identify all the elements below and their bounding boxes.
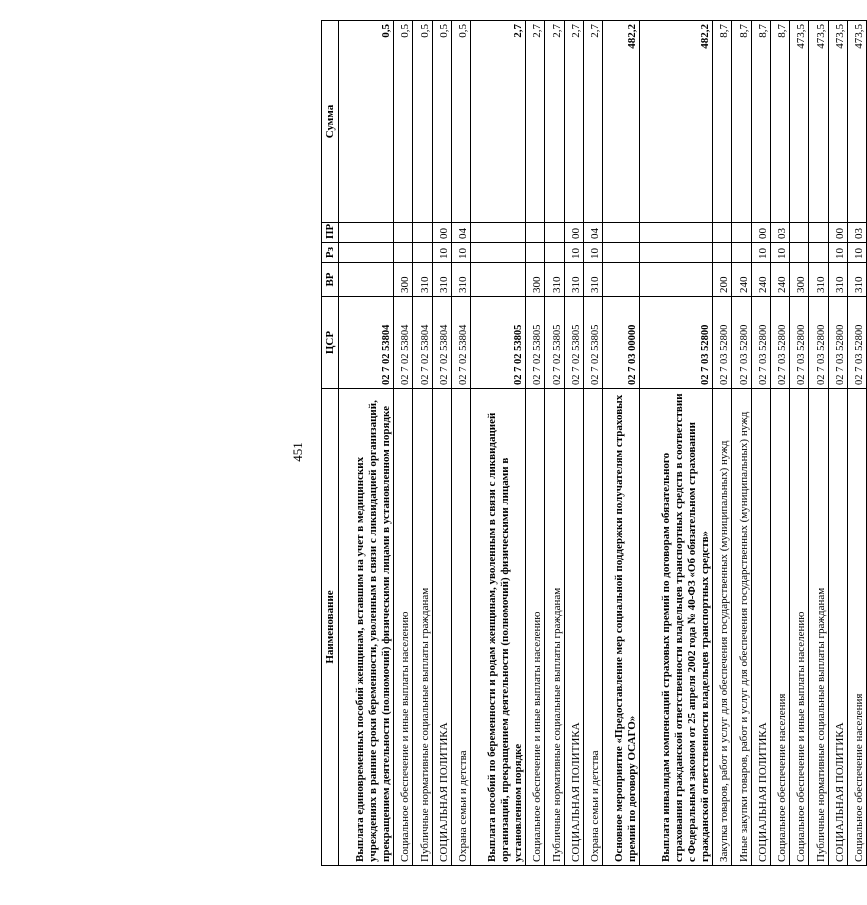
cell-sum: 2,7 (526, 21, 545, 223)
cell-csr: 02 7 02 53804 (394, 297, 413, 389)
cell-csr: 02 7 03 52800 (732, 297, 751, 389)
header-vr: ВР (322, 263, 339, 297)
cell-vr: 310 (809, 263, 828, 297)
cell-sum: 8,7 (751, 21, 770, 223)
cell-name: СОЦИАЛЬНАЯ ПОЛИТИКА (751, 389, 770, 866)
cell-name: Публичные нормативные социальные выплаты гражданам (545, 389, 564, 866)
cell-csr: 02 7 02 53805 (564, 297, 583, 389)
table-row (640, 21, 713, 866)
cell-vr: 300 (394, 263, 413, 297)
page-number: 451 (290, 442, 305, 462)
table-row (526, 21, 545, 866)
cell-vr: 240 (732, 263, 751, 297)
cell-csr: 02 7 02 53804 (339, 297, 394, 389)
cell-sum: 0,5 (394, 21, 413, 223)
cell-vr: 310 (413, 263, 432, 297)
cell-rz: 10 (564, 243, 583, 263)
header-csr: ЦСР (322, 297, 339, 389)
cell-name: Социальное обеспечение населения (847, 389, 866, 866)
cell-csr: 02 7 02 53805 (471, 297, 526, 389)
cell-rz: 10 (583, 243, 602, 263)
cell-sum: 0,5 (432, 21, 451, 223)
cell-pr: 00 (828, 223, 847, 243)
cell-name: Иные закупки товаров, работ и услуг для обеспечения государственных (муниципальных) нужд (732, 389, 751, 866)
table-row (713, 21, 732, 866)
cell-name: СОЦИАЛЬНАЯ ПОЛИТИКА (432, 389, 451, 866)
cell-rz: 10 (828, 243, 847, 263)
cell-name: Закупка товаров, работ и услуг для обеспечения государственных (муниципальных) нужд (713, 389, 732, 866)
cell-sum: 8,7 (770, 21, 789, 223)
table-row (770, 21, 789, 866)
rotated-table-container (321, 21, 867, 866)
cell-pr: 00 (432, 223, 451, 243)
table-body (339, 21, 867, 866)
cell-vr: 300 (526, 263, 545, 297)
cell-csr: 02 7 02 53804 (451, 297, 470, 389)
cell-name: Выплата пособий по беременности и родам женщинам, уволенным в связи с ликвидацией организаций, прекращением деятельности (полномочий) физическими лицами в установленном порядке (471, 389, 526, 866)
cell-csr: 02 7 02 53805 (545, 297, 564, 389)
cell-rz (394, 243, 413, 263)
table-row (732, 21, 751, 866)
cell-vr (603, 263, 640, 297)
cell-sum: 2,7 (471, 21, 526, 223)
table-row (432, 21, 451, 866)
cell-vr: 310 (583, 263, 602, 297)
cell-sum: 0,5 (451, 21, 470, 223)
table-row (847, 21, 866, 866)
cell-name: СОЦИАЛЬНАЯ ПОЛИТИКА (564, 389, 583, 866)
cell-name: Охрана семьи и детства (583, 389, 602, 866)
cell-vr: 240 (751, 263, 770, 297)
cell-vr: 240 (770, 263, 789, 297)
cell-csr: 02 7 03 52800 (828, 297, 847, 389)
table-row (545, 21, 564, 866)
cell-csr: 02 7 03 52800 (713, 297, 732, 389)
cell-csr: 02 7 02 53805 (583, 297, 602, 389)
cell-pr (339, 223, 394, 243)
cell-sum: 482,2 (640, 21, 713, 223)
cell-rz: 10 (770, 243, 789, 263)
cell-pr (471, 223, 526, 243)
cell-vr: 310 (847, 263, 866, 297)
cell-pr: 03 (847, 223, 866, 243)
cell-name: Социальное обеспечение и иные выплаты населению (526, 389, 545, 866)
table-row (413, 21, 432, 866)
header-name: Наименование (322, 389, 339, 866)
cell-pr (640, 223, 713, 243)
cell-pr (603, 223, 640, 243)
cell-rz: 10 (751, 243, 770, 263)
table-row (583, 21, 602, 866)
table-row (564, 21, 583, 866)
cell-rz (790, 243, 809, 263)
table-row (603, 21, 640, 866)
cell-name: Социальное обеспечение населения (770, 389, 789, 866)
cell-csr: 02 7 03 52800 (790, 297, 809, 389)
table-row (471, 21, 526, 866)
table-row (809, 21, 828, 866)
table-row (339, 21, 394, 866)
cell-rz (413, 243, 432, 263)
cell-vr: 310 (451, 263, 470, 297)
cell-name: Выплата инвалидам компенсаций страховых премий по договорам обязательного страхования гражданской ответственности владельцев транспортных средств в соответствии с Федеральным законом от 25 апреля 2002 года № 40-ФЗ «Об обязательном страховании гражданской ответственности владельцев транспортных средств» (640, 389, 713, 866)
cell-csr: 02 7 03 52800 (751, 297, 770, 389)
cell-name: Охрана семьи и детства (451, 389, 470, 866)
cell-pr (545, 223, 564, 243)
cell-csr: 02 7 02 53804 (432, 297, 451, 389)
header-pr: ПР (322, 223, 339, 243)
cell-pr: 00 (564, 223, 583, 243)
cell-sum: 473,5 (828, 21, 847, 223)
cell-sum: 482,2 (603, 21, 640, 223)
cell-name: Социальное обеспечение и иные выплаты населению (790, 389, 809, 866)
cell-rz (640, 243, 713, 263)
cell-sum: 2,7 (583, 21, 602, 223)
cell-name: СОЦИАЛЬНАЯ ПОЛИТИКА (828, 389, 847, 866)
cell-csr: 02 7 03 52800 (640, 297, 713, 389)
cell-sum: 473,5 (809, 21, 828, 223)
cell-rz (713, 243, 732, 263)
cell-sum: 473,5 (847, 21, 866, 223)
cell-name: Социальное обеспечение и иные выплаты населению (394, 389, 413, 866)
cell-pr (713, 223, 732, 243)
cell-vr (640, 263, 713, 297)
table-header-row (322, 21, 339, 866)
cell-rz: 10 (847, 243, 866, 263)
cell-pr (526, 223, 545, 243)
cell-pr (394, 223, 413, 243)
table-row (790, 21, 809, 866)
cell-vr (339, 263, 394, 297)
cell-rz: 10 (451, 243, 470, 263)
cell-vr: 310 (828, 263, 847, 297)
cell-name: Выплата единовременных пособий женщинам, вставшим на учет в медицинских учреждениях в ранние сроки беременности, уволенным в связи с ликвидацией организаций, прекращением деятельности (полномочий) физическими лицами в установленном порядке (339, 389, 394, 866)
cell-pr: 03 (770, 223, 789, 243)
cell-rz (471, 243, 526, 263)
cell-csr: 02 7 03 52800 (847, 297, 866, 389)
cell-vr: 200 (713, 263, 732, 297)
cell-pr (790, 223, 809, 243)
header-rz: Рз (322, 243, 339, 263)
cell-sum: 2,7 (545, 21, 564, 223)
cell-csr: 02 7 02 53804 (413, 297, 432, 389)
cell-sum: 8,7 (713, 21, 732, 223)
cell-sum: 0,5 (413, 21, 432, 223)
cell-pr: 00 (751, 223, 770, 243)
cell-name: Публичные нормативные социальные выплаты гражданам (809, 389, 828, 866)
cell-name: Публичные нормативные социальные выплаты гражданам (413, 389, 432, 866)
cell-vr: 310 (564, 263, 583, 297)
cell-sum: 0,5 (339, 21, 394, 223)
header-sum: Сумма (322, 21, 339, 223)
table-row (828, 21, 847, 866)
cell-vr: 310 (545, 263, 564, 297)
cell-sum: 473,5 (790, 21, 809, 223)
table-row (751, 21, 770, 866)
cell-name: Основное мероприятие «Предоставление мер социальной поддержки получателям страховых премий по договору ОСАГО» (603, 389, 640, 866)
cell-vr: 300 (790, 263, 809, 297)
table-row (394, 21, 413, 866)
cell-pr: 04 (451, 223, 470, 243)
cell-rz (545, 243, 564, 263)
cell-rz (339, 243, 394, 263)
cell-csr: 02 7 03 52800 (809, 297, 828, 389)
budget-table (321, 20, 867, 866)
cell-csr: 02 7 02 53805 (526, 297, 545, 389)
cell-sum: 2,7 (564, 21, 583, 223)
cell-csr: 02 7 03 52800 (770, 297, 789, 389)
cell-rz (526, 243, 545, 263)
cell-rz: 10 (432, 243, 451, 263)
cell-rz (809, 243, 828, 263)
cell-sum: 8,7 (732, 21, 751, 223)
cell-pr (809, 223, 828, 243)
cell-vr (471, 263, 526, 297)
cell-pr (413, 223, 432, 243)
cell-pr: 04 (583, 223, 602, 243)
cell-pr (732, 223, 751, 243)
cell-vr: 310 (432, 263, 451, 297)
cell-rz (603, 243, 640, 263)
cell-rz (732, 243, 751, 263)
table-row (451, 21, 470, 866)
cell-csr: 02 7 03 00000 (603, 297, 640, 389)
